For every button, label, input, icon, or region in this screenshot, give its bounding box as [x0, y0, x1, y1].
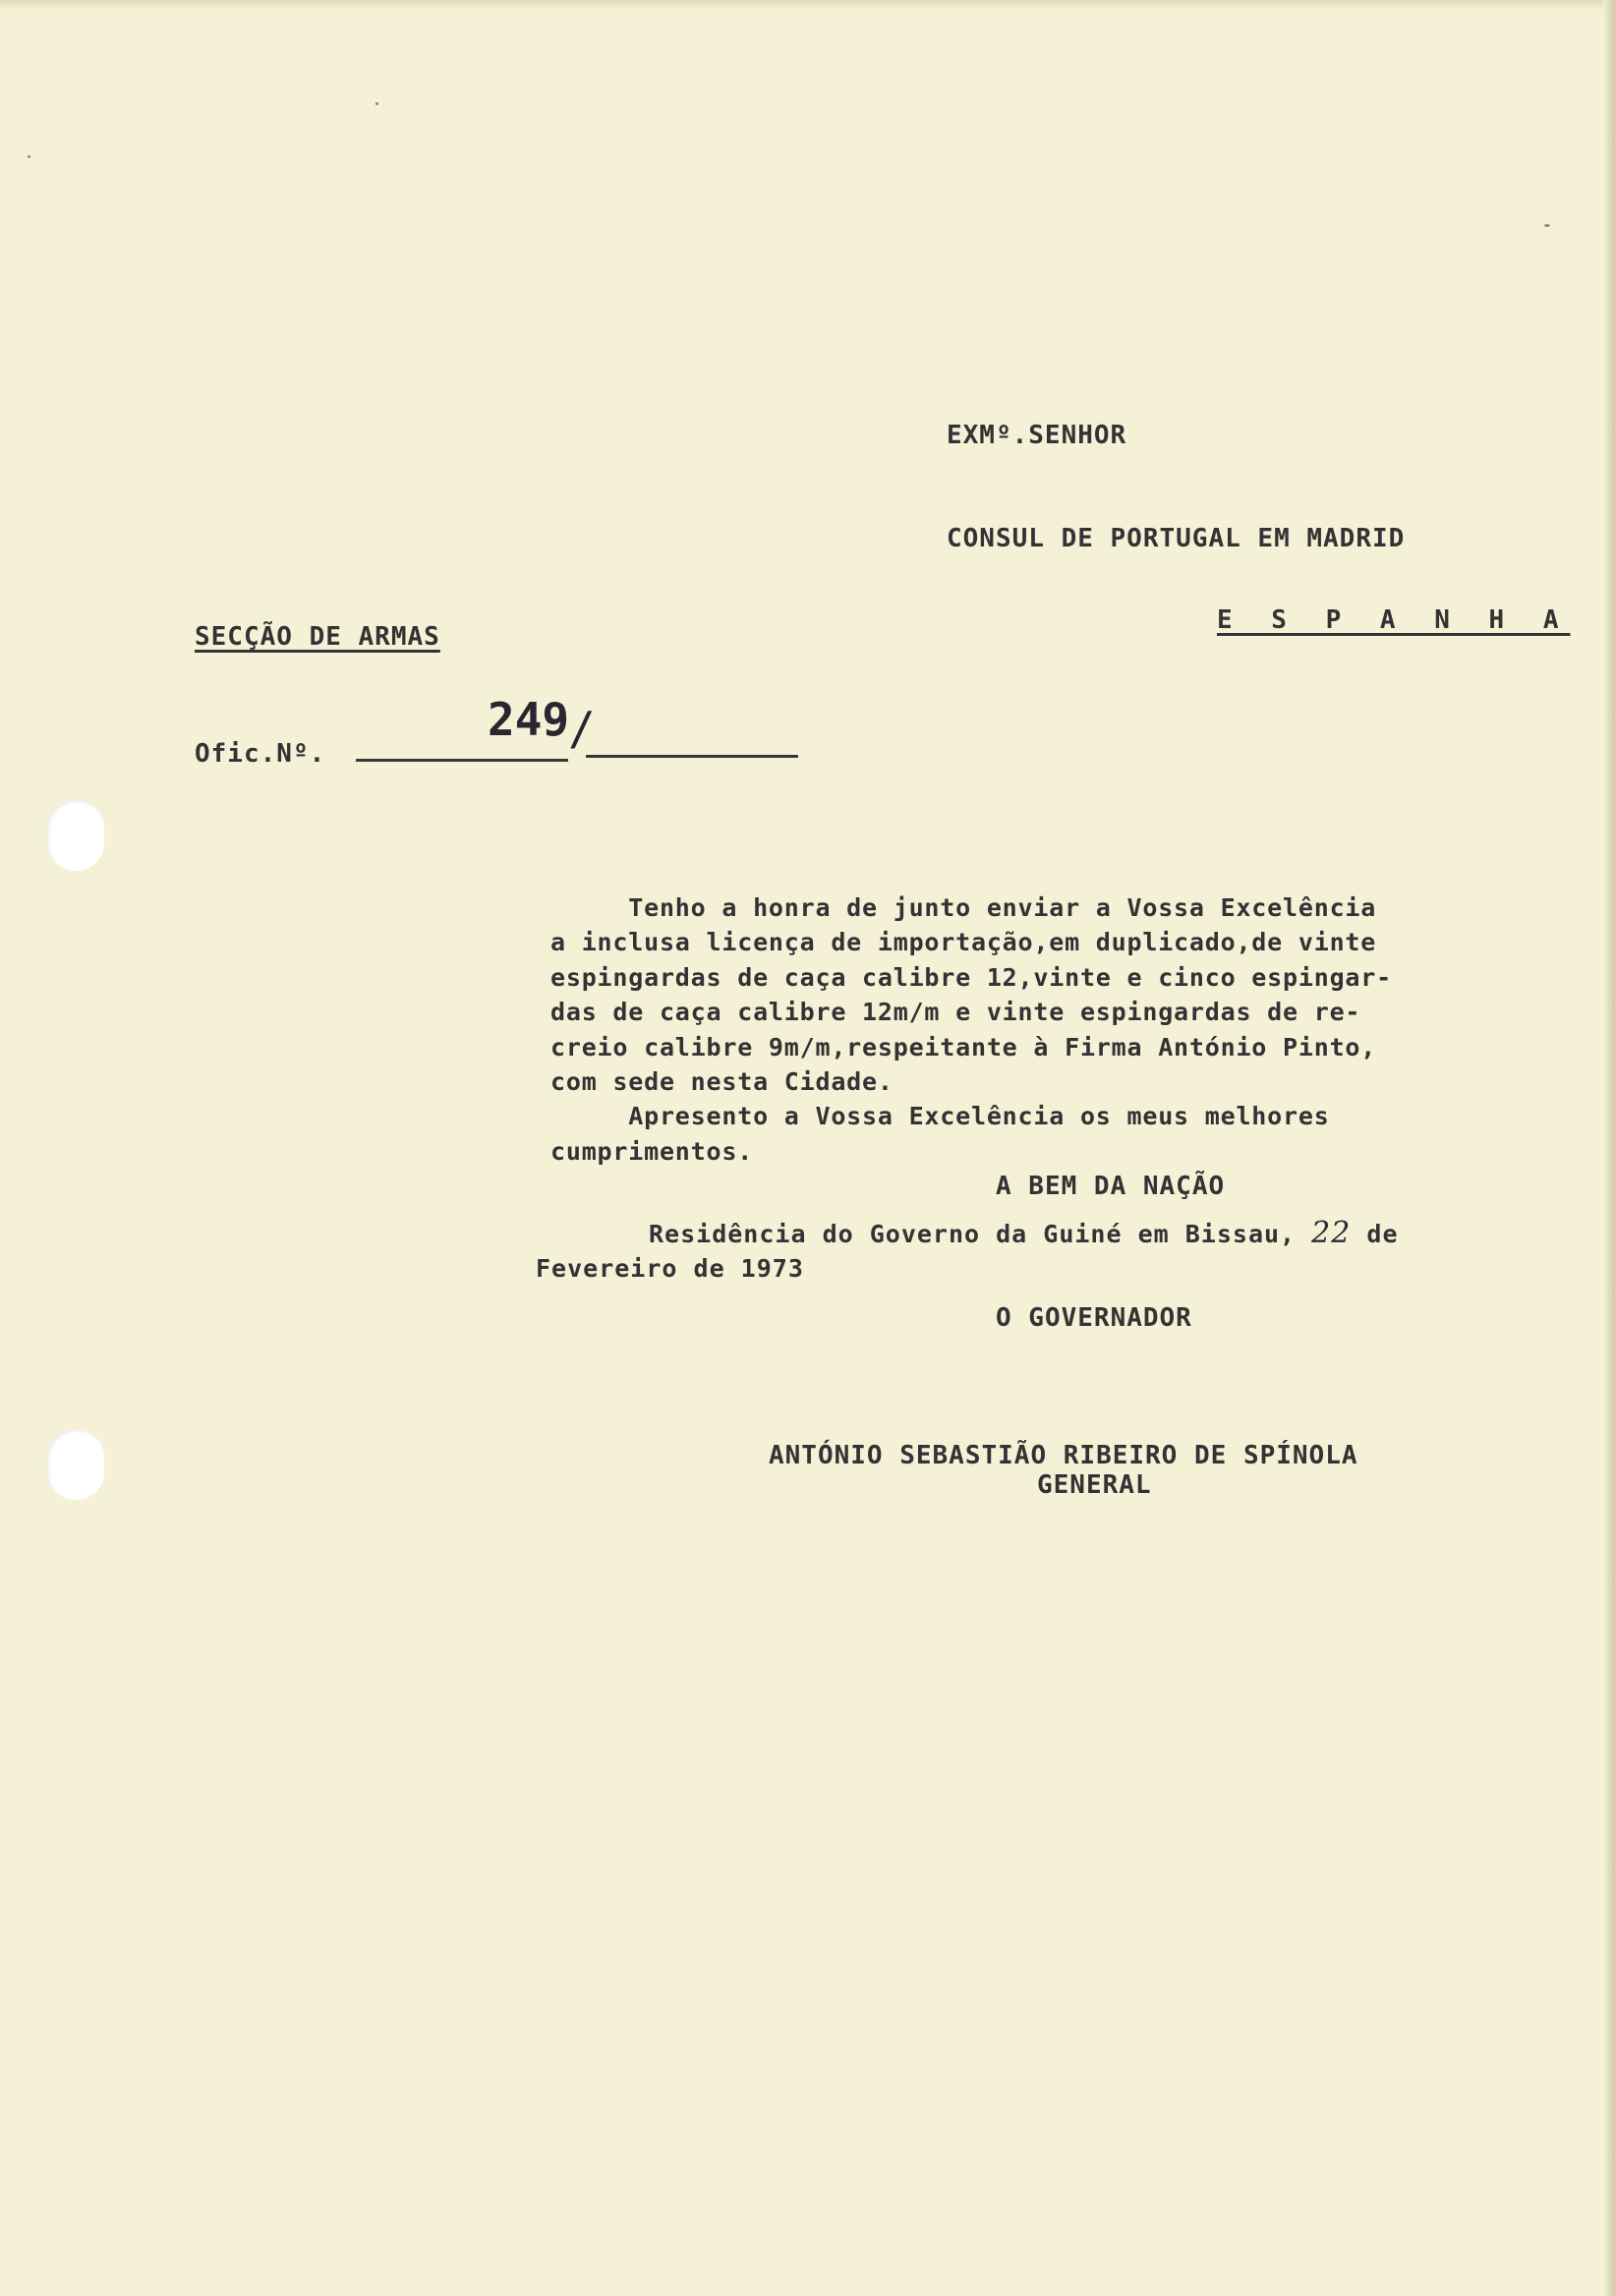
country: E S P A N H A	[1217, 605, 1571, 635]
motto: A BEM DA NAÇÃO	[996, 1172, 1226, 1201]
body-line: creio calibre 9m/m,respeitante à Firma António Pinto,	[550, 1032, 1377, 1062]
paper-speck	[28, 155, 30, 158]
body-line: com sede nesta Cidade.	[550, 1067, 894, 1097]
body-line: cumprimentos.	[550, 1136, 754, 1166]
handwritten-day: 22	[1311, 1216, 1352, 1250]
body-line: a inclusa licença de importação,em duplicado,de vinte	[550, 928, 1377, 957]
place-date-line2: Fevereiro de 1973	[536, 1254, 804, 1283]
page-top-edge	[0, 0, 1615, 10]
oficio-slash: /	[568, 702, 596, 755]
oficio-number: 249	[488, 693, 570, 746]
recipient: CONSUL DE PORTUGAL EM MADRID	[947, 524, 1406, 553]
oficio-year-line	[586, 755, 798, 758]
body-line: das de caça calibre 12m/m e vinte espingardas de re-	[550, 998, 1361, 1027]
section-heading: SECÇÃO DE ARMAS	[195, 622, 440, 652]
oficio-number-line	[356, 759, 568, 762]
punch-hole-lower	[47, 1429, 104, 1500]
salutation: EXMº.SENHOR	[947, 421, 1127, 450]
paper-speck	[1544, 224, 1550, 227]
signatory-role: O GOVERNADOR	[996, 1303, 1192, 1333]
place-date	[649, 1216, 1399, 1250]
letter-body	[550, 890, 1392, 1169]
signatory-rank: GENERAL	[1037, 1470, 1152, 1500]
place-date-text: Residência do Governo da Guiné em Bissau,	[649, 1220, 1297, 1248]
signatory-name: ANTÓNIO SEBASTIÃO RIBEIRO DE SPÍNOLA	[769, 1441, 1358, 1470]
body-line: Tenho a honra de junto enviar a Vossa Excelência	[550, 893, 1377, 922]
page-right-edge	[1603, 0, 1615, 2296]
body-line: Apresento a Vossa Excelência os meus melhores	[550, 1102, 1330, 1131]
body-line: espingardas de caça calibre 12,vinte e cinco espingar-	[550, 962, 1392, 992]
punch-hole-upper	[47, 800, 104, 871]
place-date-de: de	[1366, 1220, 1399, 1248]
oficio-label: Ofic.Nº.	[195, 739, 326, 769]
paper-speck	[375, 102, 378, 105]
